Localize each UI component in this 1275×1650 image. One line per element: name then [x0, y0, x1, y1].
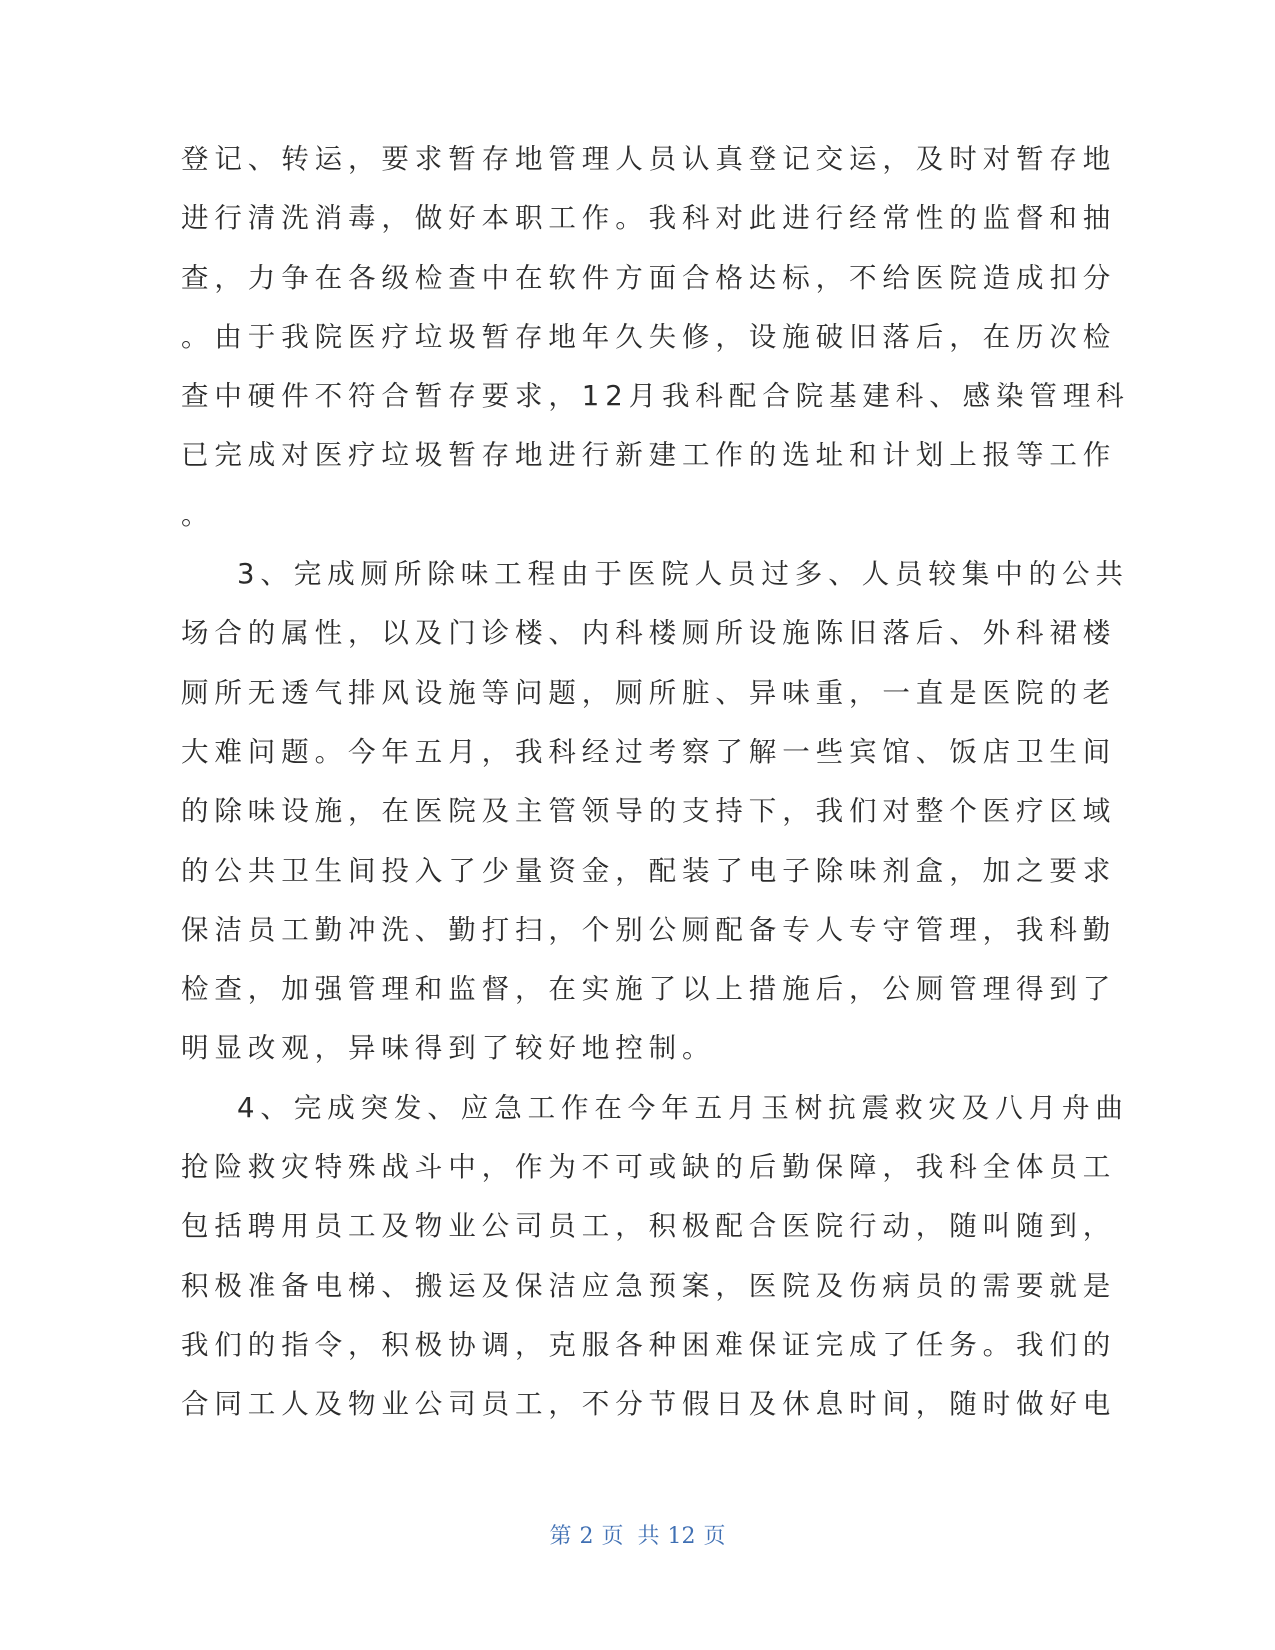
text-line: 场合的属性，以及门诊楼、内科楼厕所设施陈旧落后、外科裙楼: [181, 617, 1117, 650]
text-line: 包括聘用员工及物业公司员工，积极配合医院行动，随叫随到，: [181, 1210, 1117, 1243]
document-body: [181, 130, 1130, 1435]
text-line: 的公共卫生间投入了少量资金，配装了电子除味剂盒，加之要求: [181, 854, 1117, 887]
text-line: 抢险救灾特殊战斗中，作为不可或缺的后勤保障，我科全体员工: [181, 1151, 1117, 1184]
page-footer: [0, 1519, 1275, 1550]
footer-suffix: 页: [703, 1524, 726, 1549]
paragraph-start-line: 4、完成突发、应急工作在今年五月玉树抗震救灾及八月舟曲: [237, 1091, 1129, 1124]
paragraph-start-line: 3、完成厕所除味工程由于医院人员过多、人员较集中的公共: [237, 558, 1129, 591]
text-line: 进行清洗消毒，做好本职工作。我科对此进行经常性的监督和抽: [181, 202, 1117, 235]
text-line: 保洁员工勤冲洗、勤打扫，个别公厕配备专人专守管理，我科勤: [181, 913, 1117, 946]
text-line: 检查，加强管理和监督，在实施了以上措施后，公厕管理得到了: [181, 973, 1117, 1006]
text-line: 厕所无透气排风设施等问题，厕所脏、异味重，一直是医院的老: [181, 676, 1117, 709]
text-line: 已完成对医疗垃圾暂存地进行新建工作的选址和计划上报等工作: [181, 439, 1117, 472]
text-line: 。: [181, 498, 215, 531]
text-line: 的除味设施，在医院及主管领导的支持下，我们对整个医疗区域: [181, 795, 1117, 828]
text-line: 查中硬件不符合暂存要求，12月我科配合院基建科、感染管理科: [181, 380, 1130, 413]
footer-middle: 页 共: [601, 1524, 660, 1549]
text-line: 积极准备电梯、搬运及保洁应急预案，医院及伤病员的需要就是: [181, 1269, 1117, 1302]
total-pages-number: 12: [667, 1524, 696, 1549]
current-page-number: 2: [579, 1524, 594, 1549]
footer-prefix: 第: [549, 1524, 572, 1549]
text-line: 我们的指令，积极协调，克服各种困难保证完成了任务。我们的: [181, 1328, 1117, 1361]
text-line: 查，力争在各级检查中在软件方面合格达标，不给医院造成扣分: [181, 261, 1117, 294]
text-line: 大难问题。今年五月，我科经过考察了解一些宾馆、饭店卫生间: [181, 735, 1117, 768]
text-line: 。由于我院医疗垃圾暂存地年久失修，设施破旧落后，在历次检: [181, 320, 1117, 353]
text-line: 登记、转运，要求暂存地管理人员认真登记交运，及时对暂存地: [181, 143, 1117, 175]
text-line: 合同工人及物业公司员工，不分节假日及休息时间，随时做好电: [181, 1388, 1117, 1421]
text-line: 明显改观，异味得到了较好地控制。: [181, 1032, 716, 1065]
